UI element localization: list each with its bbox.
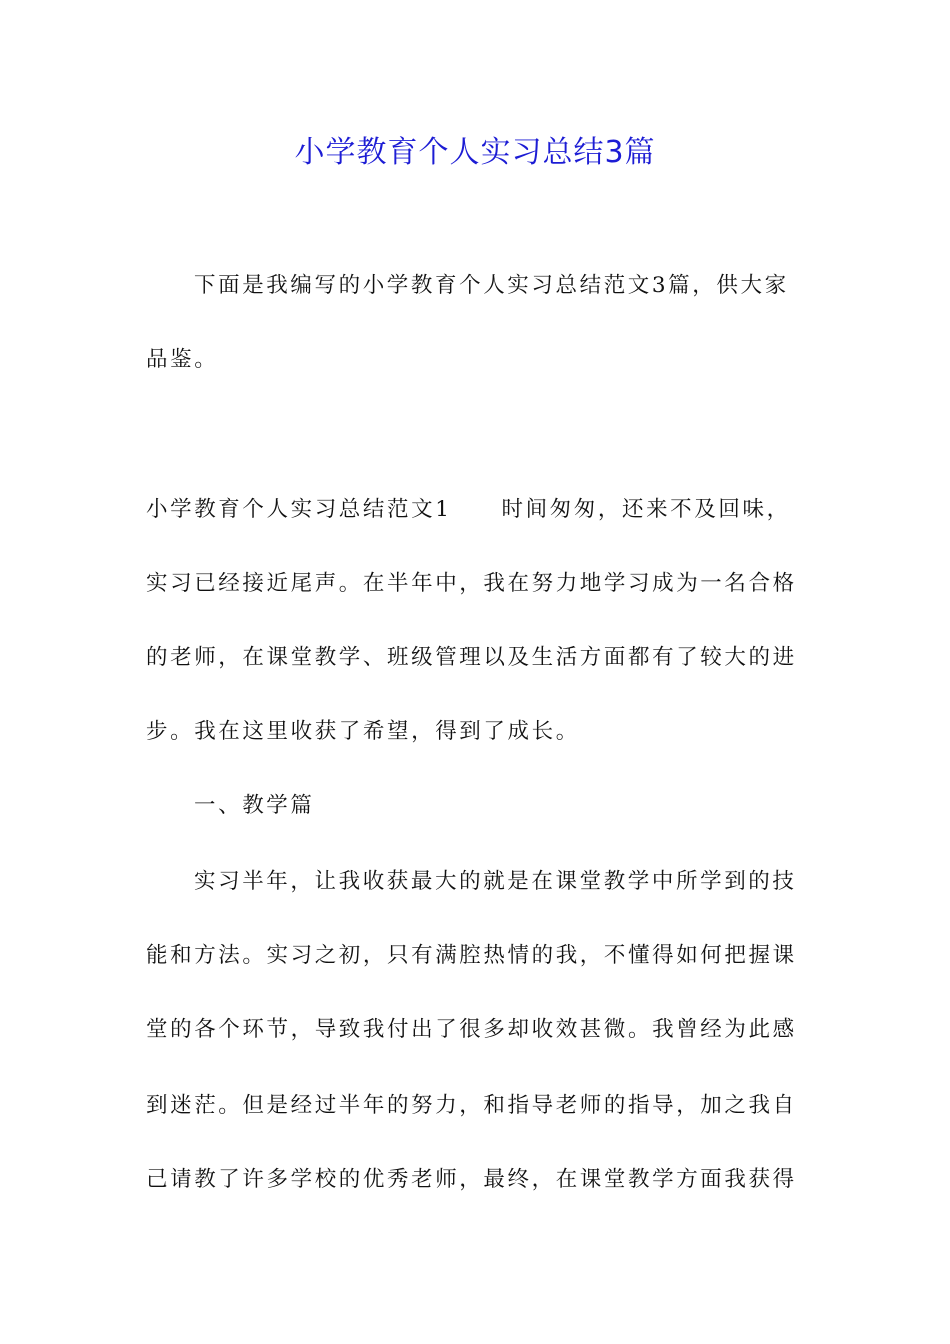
section1-line-4: 到迷茫。但是经过半年的努力，和指导老师的指导，加之我自 [146,1093,797,1118]
intro-line-2: 品鉴。 [146,347,219,372]
essay1-line-1: 时间匆匆，还来不及回味， [501,497,791,522]
essay1-heading: 小学教育个人实习总结范文1 [146,497,452,522]
intro-line-1: 下面是我编写的小学教育个人实习总结范文3篇，供大家 [194,273,789,298]
essay1-first-line [146,490,791,530]
section1-line-2: 能和方法。实习之初，只有满腔热情的我，不懂得如何把握课 [146,943,797,968]
essay1-line-3: 的老师，在课堂教学、班级管理以及生活方面都有了较大的进 [146,645,797,670]
document-body [146,0,806,1344]
section1-line-3: 堂的各个环节，导致我付出了很多却收效甚微。我曾经为此感 [146,1017,797,1042]
section1-heading: 一、教学篇 [194,793,315,818]
section1-line-5: 己请教了许多学校的优秀老师，最终，在课堂教学方面我获得 [146,1167,797,1192]
section1-line-1: 实习半年，让我收获最大的就是在课堂教学中所学到的技 [194,869,797,894]
essay1-line-2: 实习已经接近尾声。在半年中，我在努力地学习成为一名合格 [146,571,797,596]
essay1-line-4: 步。我在这里收获了希望，得到了成长。 [146,719,580,744]
document-title: 小学教育个人实习总结3篇 [294,135,656,170]
